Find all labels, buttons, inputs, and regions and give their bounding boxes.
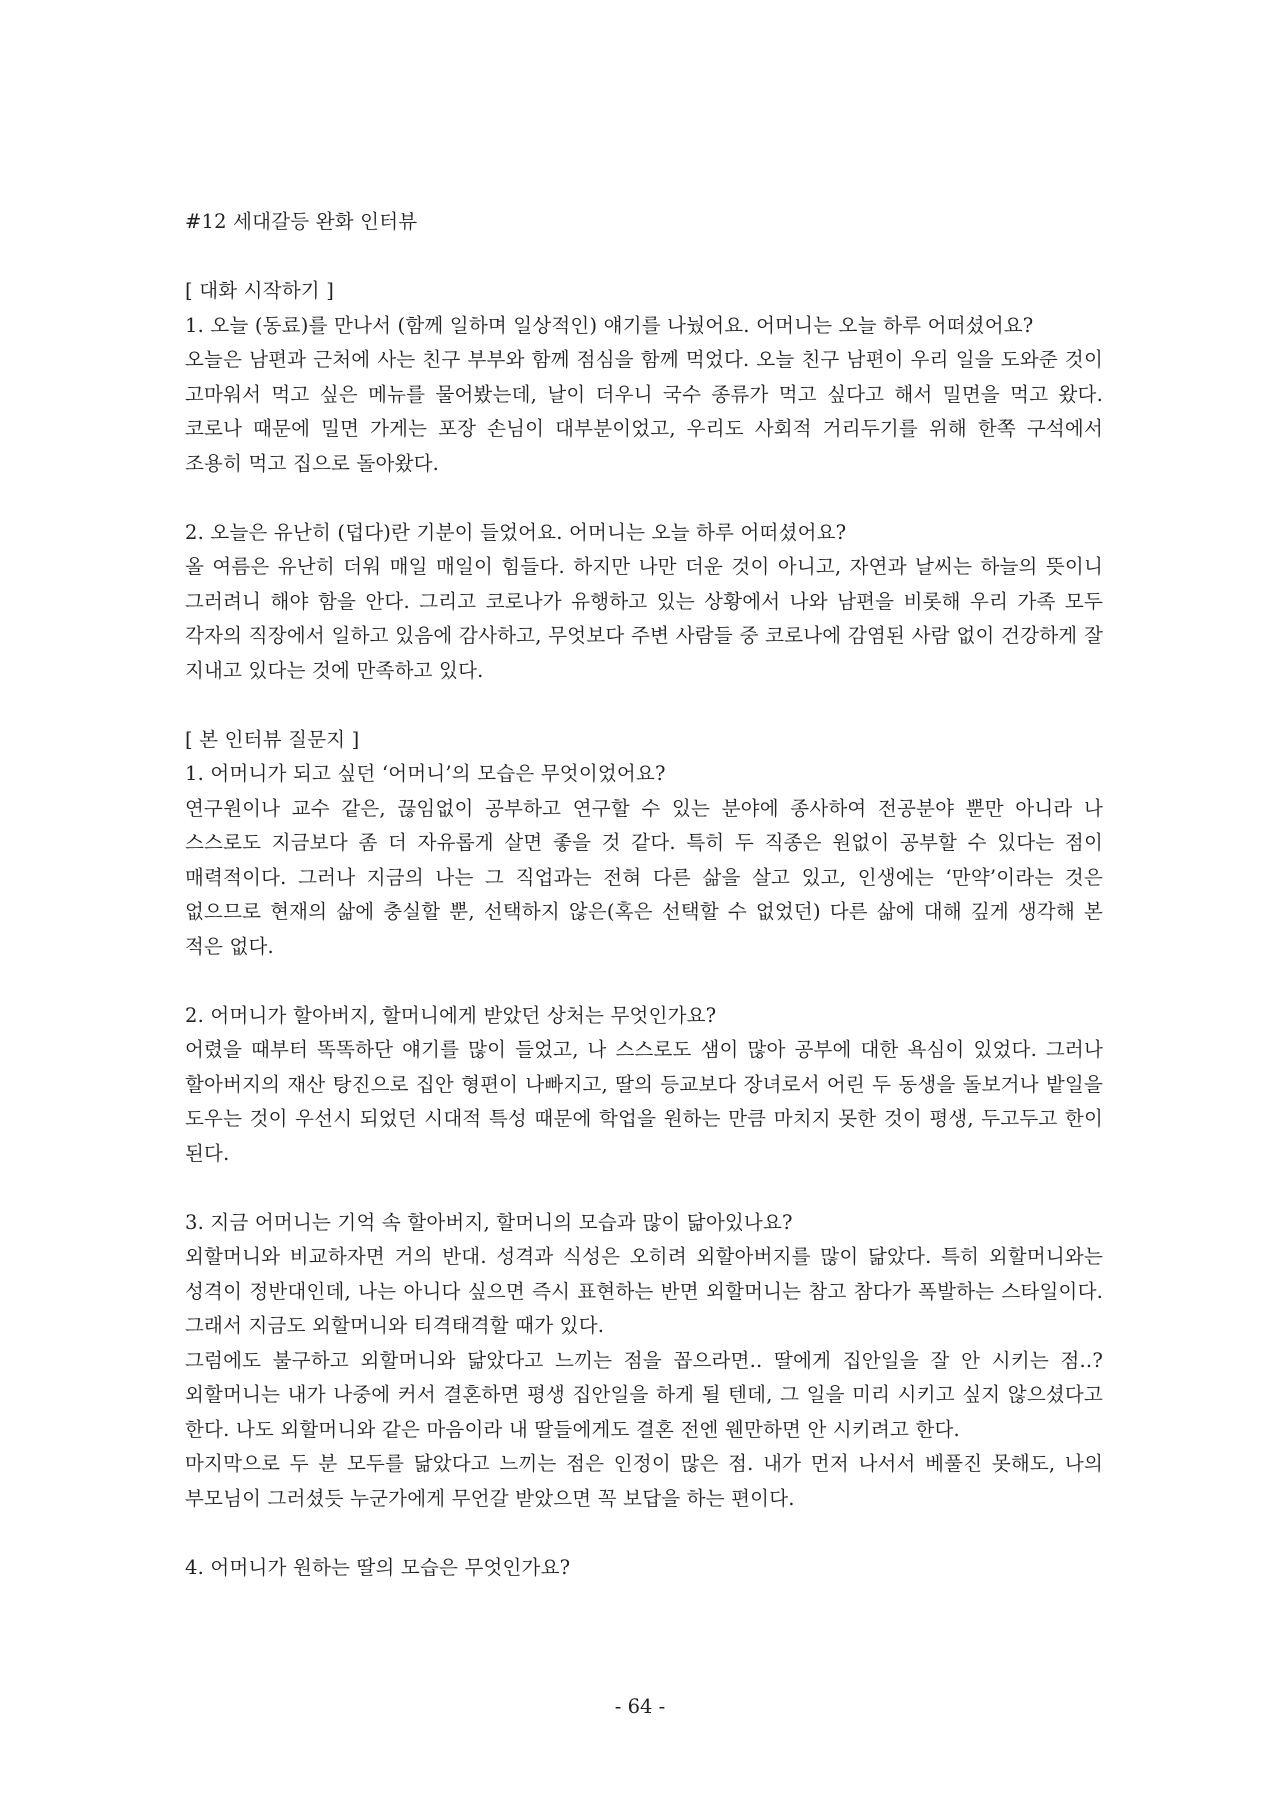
document-body [185,205,1103,1585]
section-header-main: [ 본 인터뷰 질문지 ] [185,727,360,751]
qa-item [185,516,1103,689]
answer: 연구원이나 교수 같은, 끊임없이 공부하고 연구할 수 있는 분야에 종사하여 전공분야 뿐만 아니라 나 스스로도 지금보다 좀 더 자유롭게 살면 좋을 것 같다. 특히 두 직종은 원없이 공부할 수 있다는 점이 매력적이다. 그러나 지금의 나는 그 직업과는 전혀 다른 삶을 살고 있고, 인생에는 ‘만약’이라는 것은 없으므로 현재의 삶에 충실할 뿐, 선택하지 않은(혹은 선택할 수 없었던) 다른 삶에 대해 깊게 생각해 본 적은 없다. [185,796,1103,958]
qa-item [185,309,1103,482]
answer: 오늘은 남편과 근처에 사는 친구 부부와 함께 점심을 함께 먹었다. 오늘 친구 남편이 우리 일을 도와준 것이 고마워서 먹고 싶은 메뉴를 물어봤는데, 날이 더우니 국수 종류가 먹고 싶다고 해서 밀면을 먹고 왔다. 코로나 때문에 밀면 가게는 포장 손님이 대부분이었고, 우리도 사회적 거리두기를 위해 한쪽 구석에서 조용히 먹고 집으로 돌아왔다. [185,348,1103,475]
section-header-intro: [ 대화 시작하기 ] [185,279,335,302]
answer: 어렸을 때부터 똑똑하단 얘기를 많이 들었고, 나 스스로도 샘이 많아 공부에 대한 욕심이 있었다. 그러나 할아버지의 재산 탕진으로 집안 형편이 나빠지고, 딸의 등교보다 장녀로서 어린 두 동생을 돌보거나 밭일을 도우는 것이 우선시 되었던 시대적 특성 때문에 학업을 원하는 만큼 마치지 못한 것이 평생, 두고두고 한이 된다. [185,1038,1103,1165]
question: 2. 오늘은 유난히 (덥다)란 기분이 들었어요. 어머니는 오늘 하루 어떠셨어요? [185,520,847,544]
answer: 올 여름은 유난히 더워 매일 매일이 힘들다. 하지만 나만 더운 것이 아니고, 자연과 날씨는 하늘의 뜻이니 그러려니 해야 함을 안다. 그리고 코로나가 유행하고 있는 상황에서 나와 남편을 비롯해 우리 가족 모두 각자의 직장에서 일하고 있음에 감사하고, 무엇보다 주변 사람들 중 코로나에 감염된 사람 없이 건강하게 잘 지내고 있다는 것에 만족하고 있다. [185,555,1103,682]
qa-item [185,1206,1103,1517]
question: 2. 어머니가 할아버지, 할머니에게 받았던 상처는 무엇인가요? [185,1003,717,1027]
qa-item [185,757,1103,964]
question: 1. 오늘 (동료)를 만나서 (함께 일하며 일상적인) 얘기를 나눴어요. 어머니는 오늘 하루 어떠셨어요? [185,313,1034,337]
page-number: - 64 - [614,1695,666,1718]
answer-paragraph: 외할머니와 비교하자면 거의 반대. 성격과 식성은 오히려 외할아버지를 많이 닮았다. 특히 외할머니와는 성격이 정반대인데, 나는 아니다 싶으면 즉시 표현하는 반면 외할머니는 참고 참다가 폭발하는 스타일이다. 그래서 지금도 외할머니와 티격태격할 때가 있다. [185,1245,1103,1337]
document-title: #12 세대갈등 완화 인터뷰 [185,210,418,233]
qa-item [185,999,1103,1172]
question: 1. 어머니가 되고 싶던 ‘어머니’의 모습은 무엇이었어요? [185,762,666,785]
question: 4. 어머니가 원하는 딸의 모습은 무엇인가요? [185,1555,571,1579]
answer-paragraph: 그럼에도 불구하고 외할머니와 닮았다고 느끼는 점을 꼽으라면.. 딸에게 집안일을 잘 안 시키는 점..? 외할머니는 내가 나중에 커서 결혼하면 평생 집안일을 하게 될 텐데, 그 일을 미리 시키고 싶지 않으셨다고 한다. 나도 외할머니와 같은 마음이라 내 딸들에게도 결혼 전엔 웬만하면 안 시키려고 한다. [185,1348,1103,1441]
answer-paragraph: 마지막으로 두 분 모두를 닮았다고 느끼는 점은 인정이 많은 점. 내가 먼저 나서서 베풀진 못해도, 나의 부모님이 그러셨듯 누군가에게 무언갈 받았으면 꼭 보답을 하는 편이다. [185,1452,1103,1510]
qa-item [185,1551,1103,1586]
question: 3. 지금 어머니는 기억 속 할아버지, 할머니의 모습과 많이 닮아있나요? [185,1210,793,1234]
